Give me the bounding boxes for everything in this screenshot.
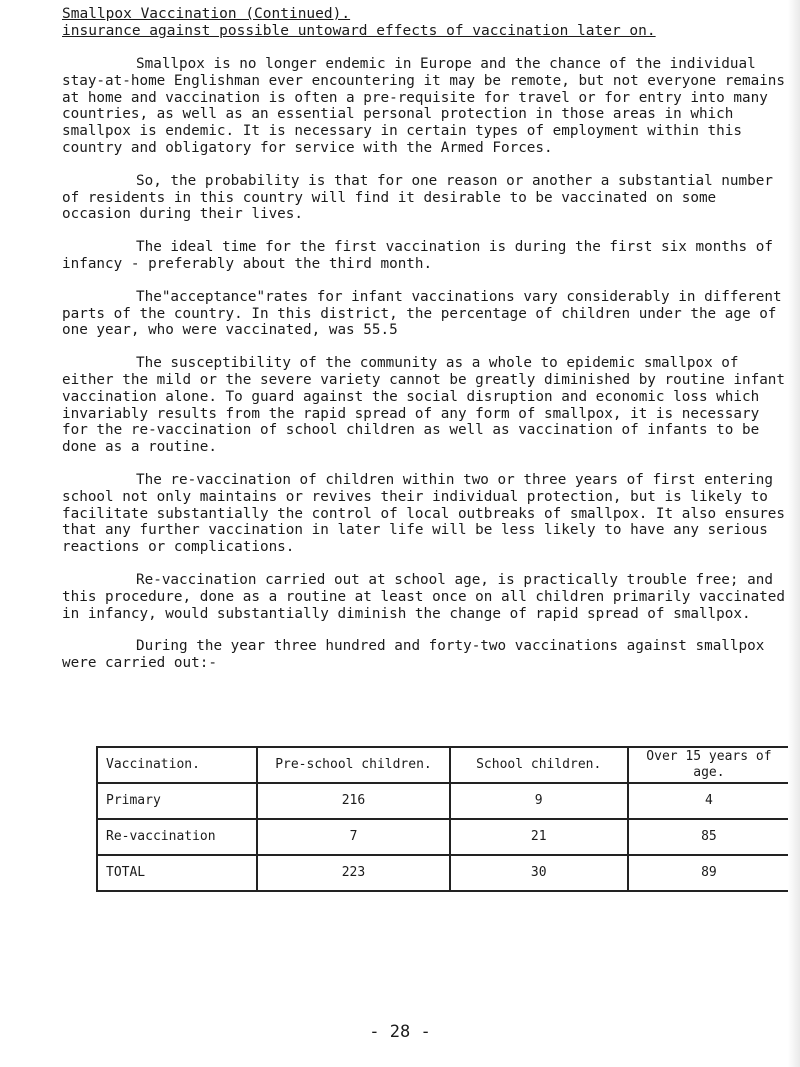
table-row xyxy=(97,819,790,855)
continued-text: insurance against possible untoward effects of vaccination later on. xyxy=(62,23,656,39)
paragraph-endemic: Smallpox is no longer endemic in Europe and the chance of the individual stay-at-home Englishman ever encountering it may be remote, but not everyone remains at home and vaccination is often a pre-requisite for travel or for entry into many countries, as well as an essential personal protection in those areas in which smallpox is endemic. It is necessary in certain types of employment within this country and obligatory for service with the Armed Forces. xyxy=(62,56,786,156)
table-cell: 7 xyxy=(257,819,449,855)
page-header xyxy=(62,6,782,40)
table-header-cell: Pre-school children. xyxy=(257,747,449,783)
table-cell: 30 xyxy=(450,855,628,891)
paragraph-ideal-time: The ideal time for the first vaccination is during the first six months of infancy - preferably about the third month. xyxy=(62,239,773,272)
page-number: - 28 - xyxy=(369,1022,431,1042)
table-cell: 4 xyxy=(628,783,790,819)
table-cell: 223 xyxy=(257,855,449,891)
table-header-cell: Vaccination. xyxy=(97,747,257,783)
table-row-label: TOTAL xyxy=(97,855,257,891)
table-header-cell: School children. xyxy=(450,747,628,783)
paragraph-probability: So, the probability is that for one reason or another a substantial number of residents in this country will find it desirable to be vaccinated on some occasion during their lives. xyxy=(62,172,773,223)
table-cell: 216 xyxy=(257,783,449,819)
vaccination-table xyxy=(96,746,791,892)
table-row-label: Primary xyxy=(97,783,257,819)
page-edge-shadow xyxy=(788,0,800,1067)
paragraph-acceptance-rates: The"acceptance"rates for infant vaccinations vary considerably in different parts of the country. In this district, the percentage of children under the age of one year, who were vaccinated, was 55.5 xyxy=(62,288,782,339)
table-header-row xyxy=(97,747,790,783)
paragraph-revaccination-free: Re-vaccination carried out at school age, is practically trouble free; and this procedure, done as a routine at least once on all children primarily vaccinated in infancy, would substantially diminish the change of rapid spread of smallpox. xyxy=(62,571,786,622)
table-header-cell: Over 15 years of age. xyxy=(628,747,790,783)
table-row-total xyxy=(97,855,790,891)
body-text xyxy=(62,56,790,688)
paragraph-susceptibility: The susceptibility of the community as a whole to epidemic smallpox of either the mild or the severe variety cannot be greatly diminished by routine infant vaccination alone. To guard against the social disruption and economic loss which invariably results from the rapid spread of any form of smallpox, it is necessary for the re-vaccination of school children as well as vaccination of infants to be done as a routine. xyxy=(62,355,786,456)
table-row xyxy=(97,783,790,819)
table-cell: 89 xyxy=(628,855,790,891)
paragraph-revaccination-school: The re-vaccination of children within two or three years of first entering school not only maintains or revives their individual protection, but is likely to facilitate substantially the control of local outbreaks of smallpox. It also ensures that any further vaccination in later life will be less likely to have any serious reactions or complications. xyxy=(62,471,786,556)
section-heading: Smallpox Vaccination (Continued). xyxy=(62,6,351,22)
paragraph-during-year: During the year three hundred and forty-two vaccinations against smallpox were carried out:- xyxy=(62,638,765,672)
table-cell: 9 xyxy=(450,783,628,819)
table-cell: 21 xyxy=(450,819,628,855)
table-row-label: Re-vaccination xyxy=(97,819,257,855)
table-cell: 85 xyxy=(628,819,790,855)
